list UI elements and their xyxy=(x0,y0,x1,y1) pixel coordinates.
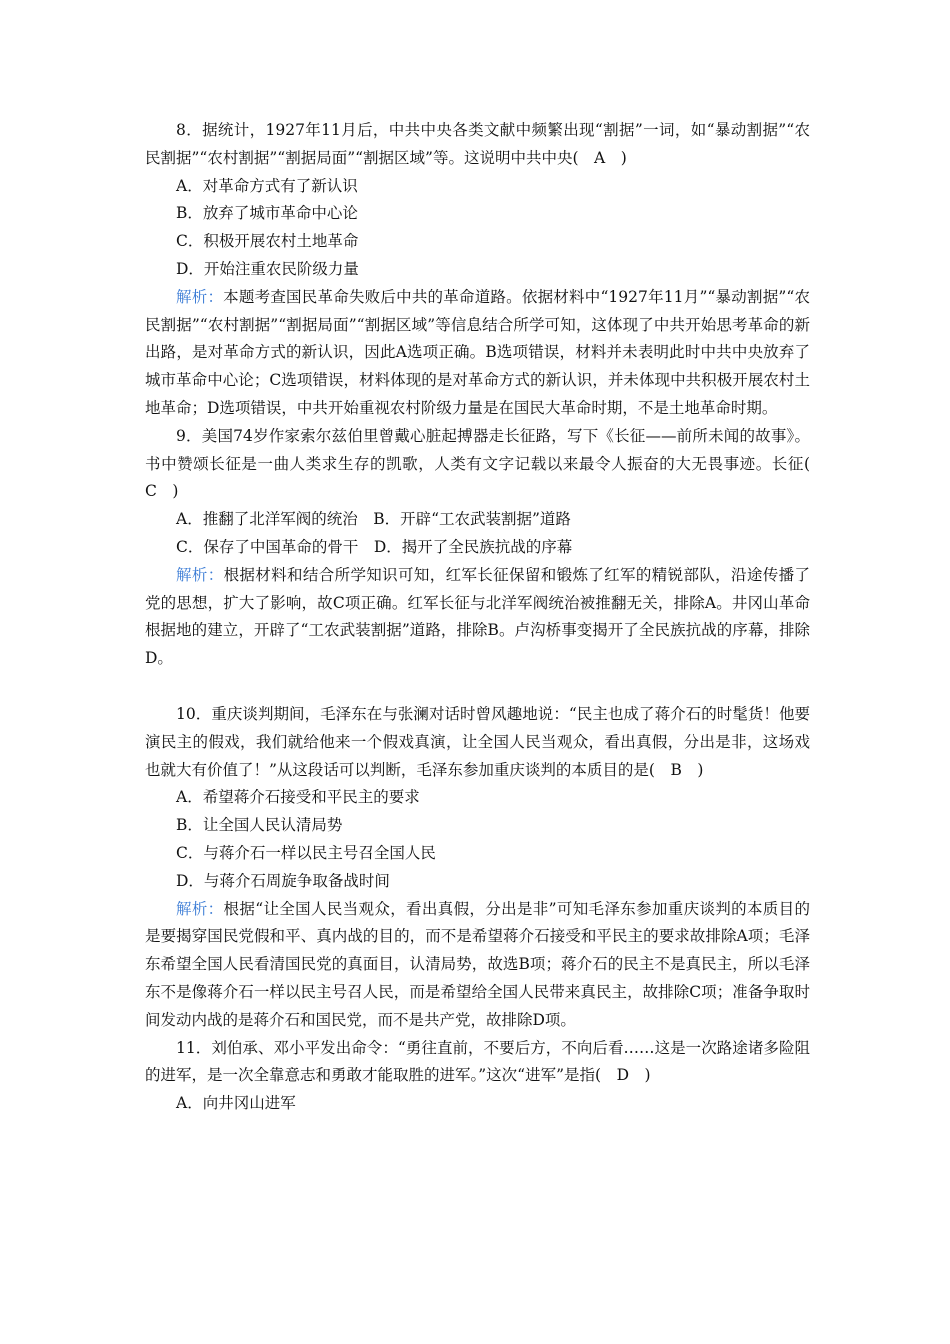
q10-analysis-label: 解析： xyxy=(176,899,224,918)
q11-option-a: A．向井冈山进军 xyxy=(176,1094,296,1113)
q8-analysis xyxy=(145,284,810,423)
q11-stem: 11．刘伯承、邓小平发出命令：“勇往直前，不要后方，不向后看……这是一次路途诸多险阻的进军，是一次全靠意志和勇敢才能取胜的进军。”这次“进军”是指( D ) xyxy=(145,1038,810,1085)
q10-analysis xyxy=(145,896,810,1035)
q8-option-c: C．积极开展农村土地革命 xyxy=(176,232,359,251)
q8-option-d: D．开始注重农民阶级力量 xyxy=(176,259,359,278)
q10-option-b: B．让全国人民认清局势 xyxy=(176,816,343,835)
q8-analysis-text: 本题考查国民革命失败后中共的革命道路。依据材料中“1927年11月”“暴动割据”“农民割据”“农村割据”“割据局面”“割据区域”等信息结合所学可知，这体现了中共开始思考革命的新出路，是对革命方式的新认识，因此A选项正确。B选项错误，材料并未表明此时中共中央放弃了城市革命中心论；C选项错误，材料体现的是对革命方式的新认识，并未体现中共积极开展农村土地革命；D选项错误，中共开始重视农村阶级力量是在国民大革命时期，不是土地革命时期。 xyxy=(145,287,810,417)
q10-option-a: A．希望蒋介石接受和平民主的要求 xyxy=(176,788,420,807)
q9-options-cd: C．保存了中国革命的骨干 D．揭开了全民族抗战的序幕 xyxy=(176,537,573,556)
document-page xyxy=(145,117,826,1118)
q10-option-d: D．与蒋介石周旋争取备战时间 xyxy=(176,871,390,890)
q9-stem: 9．美国74岁作家索尔兹伯里曾戴心脏起搏器走长征路，写下《长征——前所未闻的故事》。书中赞颂长征是一曲人类求生存的凯歌，人类有文字记载以来最令人振奋的大无畏事迹。长征( C ) xyxy=(145,426,826,501)
section-gap xyxy=(145,673,810,701)
q9-analysis-label: 解析： xyxy=(176,565,224,584)
q10-analysis-text: 根据“让全国人民当观众，看出真假，分出是非”可知毛泽东参加重庆谈判的本质目的是要揭穿国民党假和平、真内战的目的，而不是希望蒋介石接受和平民主的要求故排除A项；毛泽东希望全国人民看清国民党的真面目，认清局势，故选B项；蒋介石的民主不是真民主，所以毛泽东不是像蒋介石一样以民主号召人民，而是希望给全国人民带来真民主，故排除C项；准备争取时间发动内战的是蒋介石和国民党，而不是共产党，故排除D项。 xyxy=(145,899,810,1029)
q8-analysis-label: 解析： xyxy=(176,287,224,306)
q10-stem: 10．重庆谈判期间，毛泽东在与张澜对话时曾风趣地说：“民主也成了蒋介石的时髦货！他要演民主的假戏，我们就给他来一个假戏真演，让全国人民当观众，看出真假，分出是非，这场戏也就大有价值了！”从这段话可以判断，毛泽东参加重庆谈判的本质目的是( B ) xyxy=(145,704,810,779)
q9-analysis xyxy=(145,562,810,673)
q8-stem: 8．据统计，1927年11月后，中共中央各类文献中频繁出现“割据”一词，如“暴动割据”“农民割据”“农村割据”“割据局面”“割据区域”等。这说明中共中央( A ) xyxy=(145,121,810,167)
q10-option-c: C．与蒋介石一样以民主号召全国人民 xyxy=(176,843,436,862)
q9-options-ab: A．推翻了北洋军阀的统治 B．开辟“工农武装割据”道路 xyxy=(176,510,571,529)
q9-analysis-text: 根据材料和结合所学知识可知，红军长征保留和锻炼了红军的精锐部队，沿途传播了党的思想，扩大了影响，故C项正确。红军长征与北洋军阀统治被推翻无关，排除A。井冈山革命根据地的建立，开辟了“工农武装割据”道路，排除B。卢沟桥事变揭开了全民族抗战的序幕，排除D。 xyxy=(145,565,810,668)
q8-option-b: B．放弃了城市革命中心论 xyxy=(176,204,358,223)
q8-option-a: A．对革命方式有了新认识 xyxy=(176,176,358,195)
